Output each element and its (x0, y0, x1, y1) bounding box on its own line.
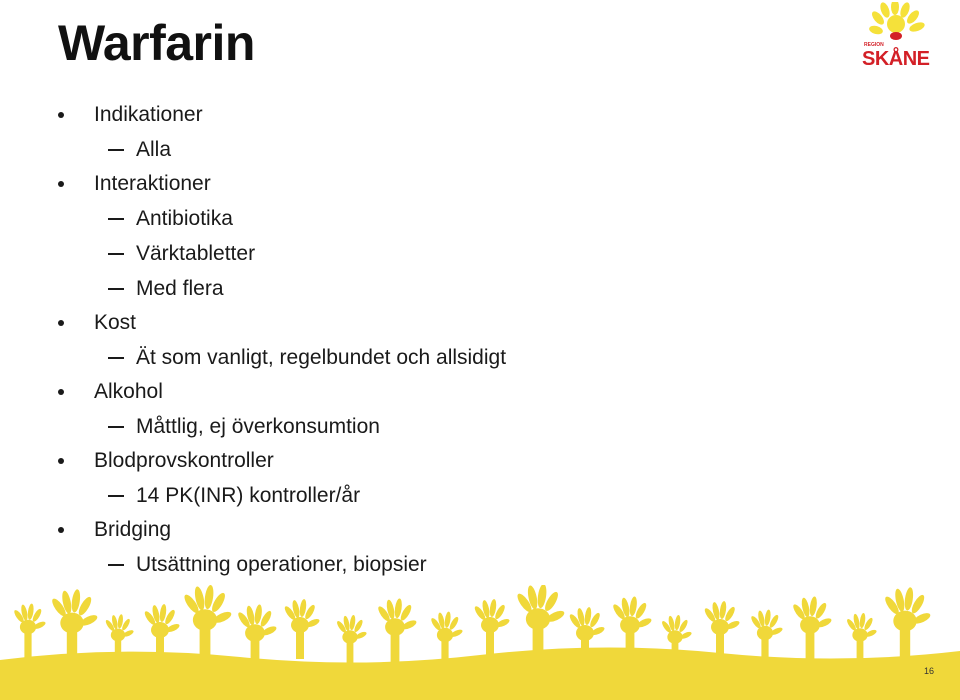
dash-icon (108, 426, 124, 428)
dash-icon (108, 218, 124, 220)
list-item: Kost (94, 311, 137, 334)
list-item: Bridging (94, 518, 172, 541)
dash-icon (108, 288, 124, 290)
list-item: Måttlig, ej överkonsumtion (136, 415, 380, 438)
list-item: Värktabletter (136, 242, 256, 265)
list-item: Utsättning operationer, biopsier (136, 553, 427, 576)
footer-hands-decoration-icon (0, 585, 960, 700)
list-item: Interaktioner (94, 172, 211, 195)
page-number: 16 (924, 666, 935, 676)
list-item: Alkohol (94, 380, 163, 403)
list-item: Indikationer (94, 103, 203, 126)
bullet-icon (58, 320, 64, 326)
dash-icon (108, 495, 124, 497)
bullet-icon (58, 458, 64, 464)
dash-icon (108, 149, 124, 151)
bullet-icon (58, 181, 64, 187)
list-item: Blodprovskontroller (94, 449, 274, 472)
dash-icon (108, 357, 124, 359)
list-item: Antibiotika (136, 207, 233, 230)
bullet-icon (58, 527, 64, 533)
dash-icon (108, 564, 124, 566)
slide-title: Warfarin (58, 15, 255, 71)
bullet-icon (58, 112, 64, 118)
logo-region-text: REGION (864, 42, 884, 48)
dash-icon (108, 253, 124, 255)
list-item: Med flera (136, 277, 224, 300)
logo-skane-text: SKÅNE (862, 48, 930, 70)
bullet-icon (58, 389, 64, 395)
list-item: Ät som vanligt, regelbundet och allsidigt (136, 346, 507, 369)
list-item: 14 PK(INR) kontroller/år (136, 484, 361, 507)
list-item: Alla (136, 138, 172, 161)
